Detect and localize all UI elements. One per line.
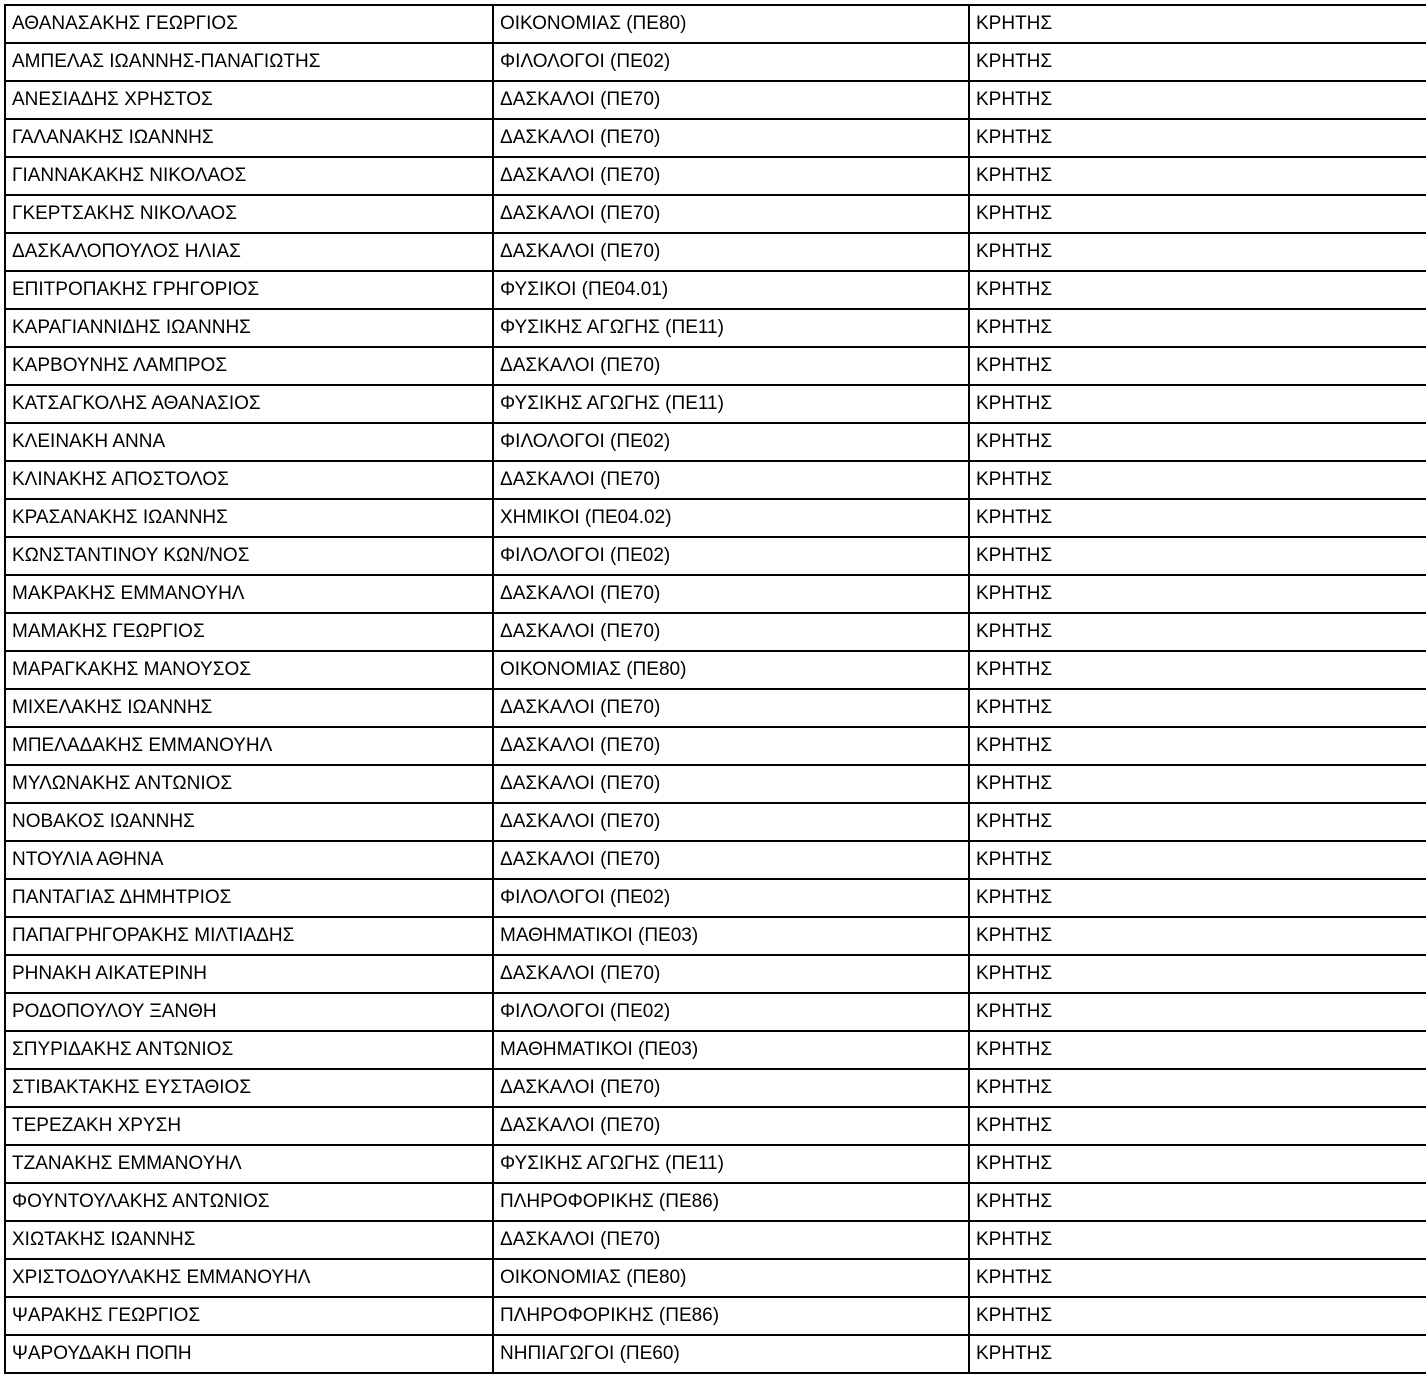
table-row xyxy=(5,43,1426,81)
cell-specialty: ΦΥΣΙΚΗΣ ΑΓΩΓΗΣ (ΠΕ11) xyxy=(493,1145,969,1183)
cell-specialty: ΟΙΚΟΝΟΜΙΑΣ (ΠΕ80) xyxy=(493,1259,969,1297)
cell-specialty: ΔΑΣΚΑΛΟΙ (ΠΕ70) xyxy=(493,157,969,195)
table-row xyxy=(5,1297,1426,1335)
table-row xyxy=(5,195,1426,233)
table-row xyxy=(5,271,1426,309)
cell-specialty: ΔΑΣΚΑΛΟΙ (ΠΕ70) xyxy=(493,347,969,385)
table-row xyxy=(5,841,1426,879)
cell-region: ΚΡΗΤΗΣ xyxy=(969,81,1426,119)
table-row xyxy=(5,803,1426,841)
cell-name: ΨΑΡΑΚΗΣ ΓΕΩΡΓΙΟΣ xyxy=(5,1297,493,1335)
cell-name: ΧΙΩΤΑΚΗΣ ΙΩΑΝΝΗΣ xyxy=(5,1221,493,1259)
cell-name: ΚΑΡΒΟΥΝΗΣ ΛΑΜΠΡΟΣ xyxy=(5,347,493,385)
cell-name: ΜΑΜΑΚΗΣ ΓΕΩΡΓΙΟΣ xyxy=(5,613,493,651)
cell-name: ΚΛΙΝΑΚΗΣ ΑΠΟΣΤΟΛΟΣ xyxy=(5,461,493,499)
cell-name: ΔΑΣΚΑΛΟΠΟΥΛΟΣ ΗΛΙΑΣ xyxy=(5,233,493,271)
cell-specialty: ΔΑΣΚΑΛΟΙ (ΠΕ70) xyxy=(493,613,969,651)
cell-region: ΚΡΗΤΗΣ xyxy=(969,1145,1426,1183)
cell-specialty: ΔΑΣΚΑΛΟΙ (ΠΕ70) xyxy=(493,955,969,993)
cell-name: ΜΥΛΩΝΑΚΗΣ ΑΝΤΩΝΙΟΣ xyxy=(5,765,493,803)
table-row xyxy=(5,651,1426,689)
cell-name: ΚΑΤΣΑΓΚΟΛΗΣ ΑΘΑΝΑΣΙΟΣ xyxy=(5,385,493,423)
cell-specialty: ΔΑΣΚΑΛΟΙ (ΠΕ70) xyxy=(493,81,969,119)
cell-name: ΕΠΙΤΡΟΠΑΚΗΣ ΓΡΗΓΟΡΙΟΣ xyxy=(5,271,493,309)
cell-name: ΠΑΠΑΓΡΗΓΟΡΑΚΗΣ ΜΙΛΤΙΑΔΗΣ xyxy=(5,917,493,955)
cell-region: ΚΡΗΤΗΣ xyxy=(969,1183,1426,1221)
cell-specialty: ΦΙΛΟΛΟΓΟΙ (ΠΕ02) xyxy=(493,537,969,575)
cell-name: ΡΟΔΟΠΟΥΛΟΥ ΞΑΝΘΗ xyxy=(5,993,493,1031)
cell-region: ΚΡΗΤΗΣ xyxy=(969,1221,1426,1259)
cell-specialty: ΔΑΣΚΑΛΟΙ (ΠΕ70) xyxy=(493,841,969,879)
cell-specialty: ΔΑΣΚΑΛΟΙ (ΠΕ70) xyxy=(493,1069,969,1107)
cell-region: ΚΡΗΤΗΣ xyxy=(969,309,1426,347)
cell-specialty: ΔΑΣΚΑΛΟΙ (ΠΕ70) xyxy=(493,1221,969,1259)
cell-name: ΚΛΕΙΝΑΚΗ ΑΝΝΑ xyxy=(5,423,493,461)
cell-specialty: ΔΑΣΚΑΛΟΙ (ΠΕ70) xyxy=(493,195,969,233)
cell-specialty: ΜΑΘΗΜΑΤΙΚΟΙ (ΠΕ03) xyxy=(493,1031,969,1069)
cell-region: ΚΡΗΤΗΣ xyxy=(969,1031,1426,1069)
cell-region: ΚΡΗΤΗΣ xyxy=(969,765,1426,803)
cell-region: ΚΡΗΤΗΣ xyxy=(969,5,1426,43)
table-row xyxy=(5,1183,1426,1221)
table-row xyxy=(5,309,1426,347)
table-row xyxy=(5,879,1426,917)
table-row xyxy=(5,423,1426,461)
cell-specialty: ΦΙΛΟΛΟΓΟΙ (ΠΕ02) xyxy=(493,43,969,81)
table-row xyxy=(5,499,1426,537)
cell-region: ΚΡΗΤΗΣ xyxy=(969,1297,1426,1335)
cell-name: ΚΡΑΣΑΝΑΚΗΣ ΙΩΑΝΝΗΣ xyxy=(5,499,493,537)
table-row xyxy=(5,347,1426,385)
cell-specialty: ΦΥΣΙΚΗΣ ΑΓΩΓΗΣ (ΠΕ11) xyxy=(493,385,969,423)
cell-region: ΚΡΗΤΗΣ xyxy=(969,43,1426,81)
cell-name: ΓΙΑΝΝΑΚΑΚΗΣ ΝΙΚΟΛΑΟΣ xyxy=(5,157,493,195)
cell-name: ΜΠΕΛΑΔΑΚΗΣ ΕΜΜΑΝΟΥΗΛ xyxy=(5,727,493,765)
cell-name: ΚΑΡΑΓΙΑΝΝΙΔΗΣ ΙΩΑΝΝΗΣ xyxy=(5,309,493,347)
cell-region: ΚΡΗΤΗΣ xyxy=(969,651,1426,689)
cell-name: ΡΗΝΑΚΗ ΑΙΚΑΤΕΡΙΝΗ xyxy=(5,955,493,993)
cell-name: ΧΡΙΣΤΟΔΟΥΛΑΚΗΣ ΕΜΜΑΝΟΥΗΛ xyxy=(5,1259,493,1297)
cell-name: ΓΑΛΑΝΑΚΗΣ ΙΩΑΝΝΗΣ xyxy=(5,119,493,157)
cell-specialty: ΦΥΣΙΚΗΣ ΑΓΩΓΗΣ (ΠΕ11) xyxy=(493,309,969,347)
cell-name: ΝΟΒΑΚΟΣ ΙΩΑΝΝΗΣ xyxy=(5,803,493,841)
cell-region: ΚΡΗΤΗΣ xyxy=(969,1107,1426,1145)
table-row xyxy=(5,119,1426,157)
table-row xyxy=(5,233,1426,271)
cell-region: ΚΡΗΤΗΣ xyxy=(969,993,1426,1031)
cell-region: ΚΡΗΤΗΣ xyxy=(969,879,1426,917)
cell-region: ΚΡΗΤΗΣ xyxy=(969,955,1426,993)
cell-region: ΚΡΗΤΗΣ xyxy=(969,499,1426,537)
cell-specialty: ΟΙΚΟΝΟΜΙΑΣ (ΠΕ80) xyxy=(493,651,969,689)
table-row xyxy=(5,955,1426,993)
cell-name: ΨΑΡΟΥΔΑΚΗ ΠΟΠΗ xyxy=(5,1335,493,1373)
cell-name: ΣΠΥΡΙΔΑΚΗΣ ΑΝΤΩΝΙΟΣ xyxy=(5,1031,493,1069)
cell-region: ΚΡΗΤΗΣ xyxy=(969,917,1426,955)
cell-region: ΚΡΗΤΗΣ xyxy=(969,423,1426,461)
table-row xyxy=(5,689,1426,727)
table-row xyxy=(5,575,1426,613)
cell-specialty: ΦΙΛΟΛΟΓΟΙ (ΠΕ02) xyxy=(493,993,969,1031)
cell-region: ΚΡΗΤΗΣ xyxy=(969,157,1426,195)
cell-region: ΚΡΗΤΗΣ xyxy=(969,613,1426,651)
table-row xyxy=(5,5,1426,43)
cell-region: ΚΡΗΤΗΣ xyxy=(969,727,1426,765)
cell-specialty: ΦΥΣΙΚΟΙ (ΠΕ04.01) xyxy=(493,271,969,309)
table-row xyxy=(5,537,1426,575)
cell-name: ΜΑΚΡΑΚΗΣ ΕΜΜΑΝΟΥΗΛ xyxy=(5,575,493,613)
cell-name: ΠΑΝΤΑΓΙΑΣ ΔΗΜΗΤΡΙΟΣ xyxy=(5,879,493,917)
table-row xyxy=(5,727,1426,765)
cell-specialty: ΟΙΚΟΝΟΜΙΑΣ (ΠΕ80) xyxy=(493,5,969,43)
cell-name: ΦΟΥΝΤΟΥΛΑΚΗΣ ΑΝΤΩΝΙΟΣ xyxy=(5,1183,493,1221)
cell-region: ΚΡΗΤΗΣ xyxy=(969,347,1426,385)
cell-region: ΚΡΗΤΗΣ xyxy=(969,689,1426,727)
cell-specialty: ΔΑΣΚΑΛΟΙ (ΠΕ70) xyxy=(493,727,969,765)
cell-specialty: ΔΑΣΚΑΛΟΙ (ΠΕ70) xyxy=(493,765,969,803)
cell-specialty: ΔΑΣΚΑΛΟΙ (ΠΕ70) xyxy=(493,1107,969,1145)
cell-region: ΚΡΗΤΗΣ xyxy=(969,461,1426,499)
cell-name: ΜΑΡΑΓΚΑΚΗΣ ΜΑΝΟΥΣΟΣ xyxy=(5,651,493,689)
cell-specialty: ΠΛΗΡΟΦΟΡΙΚΗΣ (ΠΕ86) xyxy=(493,1183,969,1221)
cell-region: ΚΡΗΤΗΣ xyxy=(969,1335,1426,1373)
cell-specialty: ΜΑΘΗΜΑΤΙΚΟΙ (ΠΕ03) xyxy=(493,917,969,955)
table-row xyxy=(5,1335,1426,1373)
cell-region: ΚΡΗΤΗΣ xyxy=(969,385,1426,423)
cell-specialty: ΦΙΛΟΛΟΓΟΙ (ΠΕ02) xyxy=(493,879,969,917)
table-row xyxy=(5,461,1426,499)
cell-specialty: ΔΑΣΚΑΛΟΙ (ΠΕ70) xyxy=(493,689,969,727)
table-row xyxy=(5,81,1426,119)
table-row xyxy=(5,1069,1426,1107)
cell-specialty: ΔΑΣΚΑΛΟΙ (ΠΕ70) xyxy=(493,461,969,499)
table-row xyxy=(5,765,1426,803)
cell-specialty: ΠΛΗΡΟΦΟΡΙΚΗΣ (ΠΕ86) xyxy=(493,1297,969,1335)
cell-specialty: ΝΗΠΙΑΓΩΓΟΙ (ΠΕ60) xyxy=(493,1335,969,1373)
cell-region: ΚΡΗΤΗΣ xyxy=(969,119,1426,157)
cell-name: ΜΙΧΕΛΑΚΗΣ ΙΩΑΝΝΗΣ xyxy=(5,689,493,727)
table-row xyxy=(5,993,1426,1031)
table-body xyxy=(5,5,1426,1373)
cell-specialty: ΔΑΣΚΑΛΟΙ (ΠΕ70) xyxy=(493,233,969,271)
table-row xyxy=(5,613,1426,651)
cell-name: ΚΩΝΣΤΑΝΤΙΝΟΥ ΚΩΝ/ΝΟΣ xyxy=(5,537,493,575)
cell-name: ΝΤΟΥΛΙΑ ΑΘΗΝΑ xyxy=(5,841,493,879)
cell-specialty: ΔΑΣΚΑΛΟΙ (ΠΕ70) xyxy=(493,803,969,841)
cell-name: ΤΕΡΕΖΑΚΗ ΧΡΥΣΗ xyxy=(5,1107,493,1145)
cell-region: ΚΡΗΤΗΣ xyxy=(969,1069,1426,1107)
cell-region: ΚΡΗΤΗΣ xyxy=(969,1259,1426,1297)
cell-region: ΚΡΗΤΗΣ xyxy=(969,575,1426,613)
cell-specialty: ΧΗΜΙΚΟΙ (ΠΕ04.02) xyxy=(493,499,969,537)
cell-region: ΚΡΗΤΗΣ xyxy=(969,537,1426,575)
cell-name: ΑΝΕΣΙΑΔΗΣ ΧΡΗΣΤΟΣ xyxy=(5,81,493,119)
cell-specialty: ΦΙΛΟΛΟΓΟΙ (ΠΕ02) xyxy=(493,423,969,461)
table-row xyxy=(5,1031,1426,1069)
cell-region: ΚΡΗΤΗΣ xyxy=(969,803,1426,841)
cell-region: ΚΡΗΤΗΣ xyxy=(969,841,1426,879)
cell-name: ΣΤΙΒΑΚΤΑΚΗΣ ΕΥΣΤΑΘΙΟΣ xyxy=(5,1069,493,1107)
table-row xyxy=(5,1145,1426,1183)
cell-name: ΓΚΕΡΤΣΑΚΗΣ ΝΙΚΟΛΑΟΣ xyxy=(5,195,493,233)
cell-specialty: ΔΑΣΚΑΛΟΙ (ΠΕ70) xyxy=(493,575,969,613)
table-row xyxy=(5,1221,1426,1259)
cell-specialty: ΔΑΣΚΑΛΟΙ (ΠΕ70) xyxy=(493,119,969,157)
table-row xyxy=(5,1107,1426,1145)
cell-name: ΤΖΑΝΑΚΗΣ ΕΜΜΑΝΟΥΗΛ xyxy=(5,1145,493,1183)
table-row xyxy=(5,917,1426,955)
cell-region: ΚΡΗΤΗΣ xyxy=(969,195,1426,233)
cell-name: ΑΘΑΝΑΣΑΚΗΣ ΓΕΩΡΓΙΟΣ xyxy=(5,5,493,43)
cell-name: ΑΜΠΕΛΑΣ ΙΩΑΝΝΗΣ-ΠΑΝΑΓΙΩΤΗΣ xyxy=(5,43,493,81)
table-row xyxy=(5,157,1426,195)
teachers-table xyxy=(4,4,1426,1374)
table-row xyxy=(5,385,1426,423)
cell-region: ΚΡΗΤΗΣ xyxy=(969,271,1426,309)
cell-region: ΚΡΗΤΗΣ xyxy=(969,233,1426,271)
table-row xyxy=(5,1259,1426,1297)
